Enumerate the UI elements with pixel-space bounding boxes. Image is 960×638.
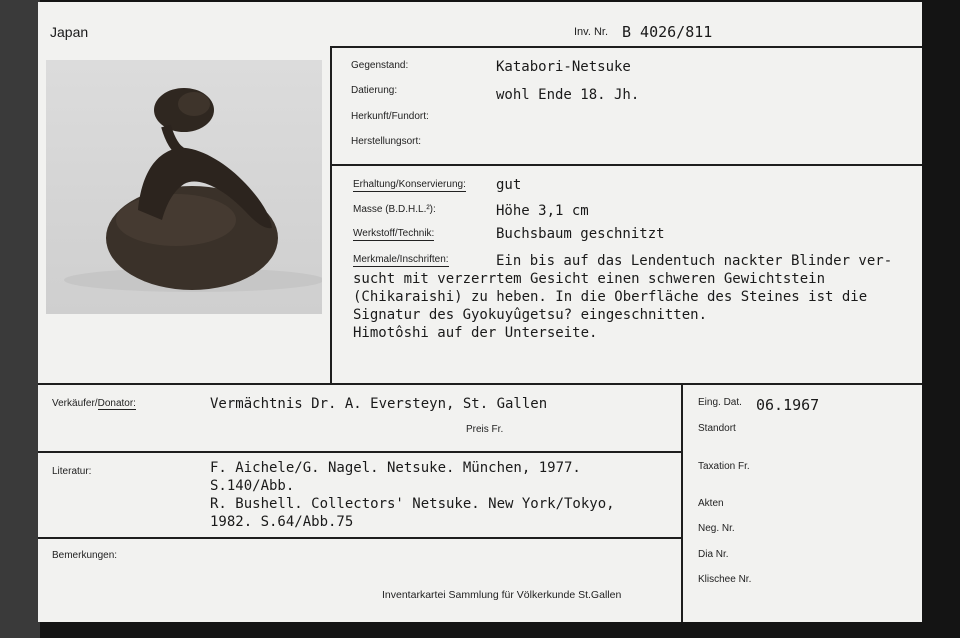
divider-main-bottom xyxy=(38,383,922,385)
inv-number-label: Inv. Nr. xyxy=(574,26,609,38)
divider-object-details xyxy=(330,164,922,166)
standort-label: Standort xyxy=(698,423,736,434)
stone-highlight xyxy=(116,194,236,246)
divider-header xyxy=(330,46,922,48)
preis-label: Preis Fr. xyxy=(466,424,504,435)
divider-side-column xyxy=(681,383,683,622)
background-edge xyxy=(0,0,40,638)
literatur-label: Literatur: xyxy=(52,466,92,477)
eing-dat-value: 06.1967 xyxy=(756,396,820,414)
gegenstand-label: Gegenstand: xyxy=(351,60,409,71)
eing-dat-label: Eing. Dat. xyxy=(698,397,742,408)
merkmale-line-2: sucht mit verzerrtem Gesicht einen schweren Gewichtstein xyxy=(353,271,826,287)
netsuke-photo xyxy=(46,60,322,314)
masse-value: Höhe 3,1 cm xyxy=(496,203,589,219)
erhaltung-label: Erhaltung/Konservierung: xyxy=(353,179,466,190)
divider-literature xyxy=(38,537,681,539)
literatur-line-2: S.140/Abb. xyxy=(210,478,295,494)
bemerkungen-label: Bemerkungen: xyxy=(52,550,118,561)
masse-label: Masse (B.D.H.L.²): xyxy=(353,204,436,215)
netsuke-figure-drawing xyxy=(46,60,322,314)
footer-text: Inventarkartei Sammlung für Völkerkunde St.Gallen xyxy=(382,589,622,601)
literatur-line-3: R. Bushell. Collectors' Netsuke. New York/Tokyo, xyxy=(210,496,615,512)
datierung-label: Datierung: xyxy=(351,85,398,96)
taxation-label: Taxation Fr. xyxy=(698,461,750,472)
datierung-value: wohl Ende 18. Jh. xyxy=(496,87,640,103)
dia-nr-label: Dia Nr. xyxy=(698,549,729,560)
akten-label: Akten xyxy=(698,498,724,509)
werkstoff-value: Buchsbaum geschnitzt xyxy=(496,226,665,242)
inventory-card xyxy=(38,2,922,622)
herkunft-label: Herkunft/Fundort: xyxy=(351,111,429,122)
erhaltung-value: gut xyxy=(496,177,522,193)
inv-number-value: B 4026/811 xyxy=(622,23,713,41)
divider-acquisition xyxy=(38,451,681,453)
donator-label: Donator: xyxy=(97,398,136,409)
merkmale-line-3: (Chikaraishi) zu heben. In die Oberfläche des Steines ist die xyxy=(353,289,868,305)
figure-face xyxy=(178,92,210,116)
merkmale-label: Merkmale/Inschriften: xyxy=(353,254,449,265)
klischee-nr-label: Klischee Nr. xyxy=(698,574,752,585)
region-label: Japan xyxy=(50,24,89,40)
werkstoff-label: Werkstoff/Technik: xyxy=(353,228,435,239)
merkmale-line-5: Himotôshi auf der Unterseite. xyxy=(353,325,598,341)
divider-photo-right xyxy=(330,46,332,384)
merkmale-line-1: Ein bis auf das Lendentuch nackter Blinder ver- xyxy=(496,253,893,269)
neg-nr-label: Neg. Nr. xyxy=(698,523,735,534)
literatur-line-1: F. Aichele/G. Nagel. Netsuke. München, 1977. xyxy=(210,460,581,476)
verkaeufer-label xyxy=(52,398,136,409)
verkaeufer-label-a: Verkäufer/ xyxy=(52,398,98,409)
merkmale-line-4: Signatur des Gyokuyûgetsu? eingeschnitten. xyxy=(353,307,708,323)
literatur-line-4: 1982. S.64/Abb.75 xyxy=(210,514,354,530)
gegenstand-value: Katabori-Netsuke xyxy=(496,59,631,75)
herstellungsort-label: Herstellungsort: xyxy=(351,136,422,147)
verkaeufer-value: Vermächtnis Dr. A. Eversteyn, St. Gallen xyxy=(210,396,548,412)
